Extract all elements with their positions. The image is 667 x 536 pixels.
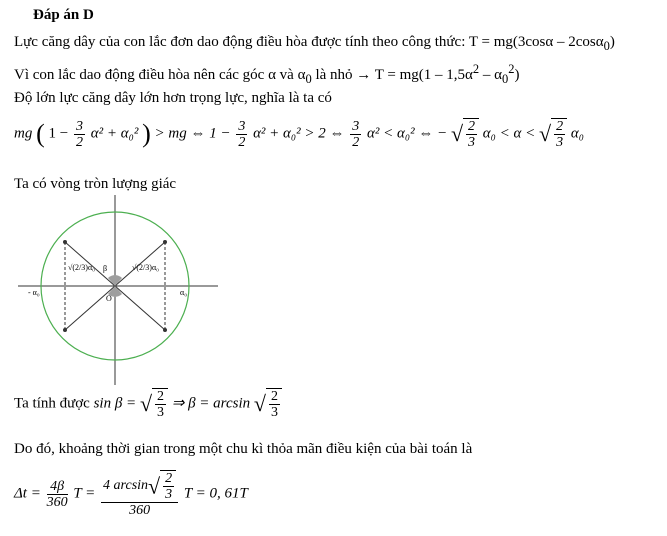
text: – α — [479, 67, 502, 83]
den: 2 — [352, 134, 360, 150]
text: > 2 ⇔ — [304, 125, 345, 142]
beta-sector-top — [108, 275, 122, 286]
den: 3 — [165, 487, 173, 502]
formula-text: Lực căng dây của con lắc đơn dao động điều hòa được tính theo công thức: T = mg(3cosα – 2cosα — [14, 34, 604, 50]
sqrt-2-3: √ $\frac{2}{3}$ — [254, 388, 282, 420]
sqrt-2-3: √ $\frac{2}{3}$ — [451, 118, 479, 150]
point — [63, 240, 67, 244]
text: α² + α₀² — [253, 125, 301, 142]
origin-label: O — [106, 294, 112, 303]
text: là nhỏ → T = mg(1 – 1,5α — [311, 67, 473, 83]
text: α² < α₀² ⇔ − — [367, 125, 448, 142]
subscript: 0 — [502, 72, 509, 86]
arrow-text: ⇒ β = arcsin — [171, 395, 251, 412]
text: ) — [514, 67, 520, 83]
inequality-equation — [14, 118, 584, 150]
text: α₀ — [570, 125, 584, 142]
answer-heading: Đáp án D — [33, 7, 94, 23]
sqrt-label-left: √(2/3)α₀ — [68, 263, 95, 272]
sin-beta-line — [14, 388, 282, 420]
den: 360 — [129, 503, 151, 518]
conclusion-line: Do đó, khoảng thời gian trong một chu kì thỏa mãn điều kiện của bài toán là — [14, 441, 473, 457]
num: 2 — [157, 389, 165, 404]
condition-line: Độ lớn lực căng dây lớn hơn trọng lực, nghĩa là ta có — [14, 90, 332, 106]
sqrt-2-3: √ $\frac{2}{3}$ — [539, 118, 567, 150]
paren-close: ) — [142, 119, 151, 148]
fraction — [350, 119, 361, 150]
small-angle-line — [14, 60, 520, 88]
num: 3 — [75, 118, 83, 134]
sqrt-2-3: √ $\frac{2}{3}$ — [140, 388, 168, 420]
fraction — [47, 479, 68, 510]
num: 3 — [238, 118, 246, 134]
num: 4β — [47, 479, 68, 495]
superscript: 2 — [508, 62, 515, 76]
fraction — [74, 119, 85, 150]
text: α² + α₀² — [90, 125, 139, 142]
superscript: 2 — [472, 62, 480, 76]
den: 3 — [468, 135, 476, 150]
text: Δt = — [14, 485, 41, 502]
point — [163, 240, 167, 244]
fraction — [101, 470, 178, 518]
tension-formula-line — [14, 33, 615, 55]
beta-label: β — [103, 264, 108, 273]
formula-end: ) — [609, 34, 615, 50]
point — [163, 328, 167, 332]
text: Vì con lắc dao động điều hòa nên các góc α và α — [14, 67, 306, 83]
sqrt-2-3: √ $\frac{2}{3}$ — [148, 470, 176, 502]
a0-label: α₀ — [180, 288, 187, 297]
den: 3 — [556, 135, 564, 150]
den: 3 — [270, 405, 278, 420]
circle-intro: Ta có vòng tròn lượng giác — [14, 176, 177, 192]
point — [63, 328, 67, 332]
subscript: 0 — [603, 39, 610, 53]
num: 2 — [165, 471, 173, 486]
den: 3 — [157, 405, 165, 420]
num: 2 — [556, 119, 564, 134]
text: T = — [73, 485, 96, 502]
sqrt-label-right: √(2/3)α₀ — [132, 263, 159, 272]
text: T = 0, 61T — [183, 485, 248, 502]
num: 3 — [352, 118, 360, 134]
den: 360 — [46, 494, 68, 510]
arcsin-text: 4 arcsin — [103, 478, 149, 494]
sin-text: sin β = — [93, 395, 137, 412]
num: 2 — [270, 389, 278, 404]
subscript: 0 — [305, 72, 312, 86]
paren-open: ( — [36, 119, 45, 148]
trig-circle-diagram — [18, 195, 218, 385]
text: 1 − — [48, 125, 69, 142]
final-equation — [14, 470, 248, 518]
neg-a0-label: - α₀ — [28, 288, 40, 297]
fraction — [236, 119, 247, 150]
num: 2 — [468, 119, 476, 134]
text: Ta tính được — [14, 395, 90, 412]
text: α₀ < α < — [482, 125, 536, 142]
den: 2 — [238, 134, 246, 150]
text: > mg ⇔ 1 − — [154, 125, 231, 142]
den: 2 — [75, 134, 83, 150]
mg: mg — [14, 125, 33, 142]
num — [101, 470, 178, 503]
